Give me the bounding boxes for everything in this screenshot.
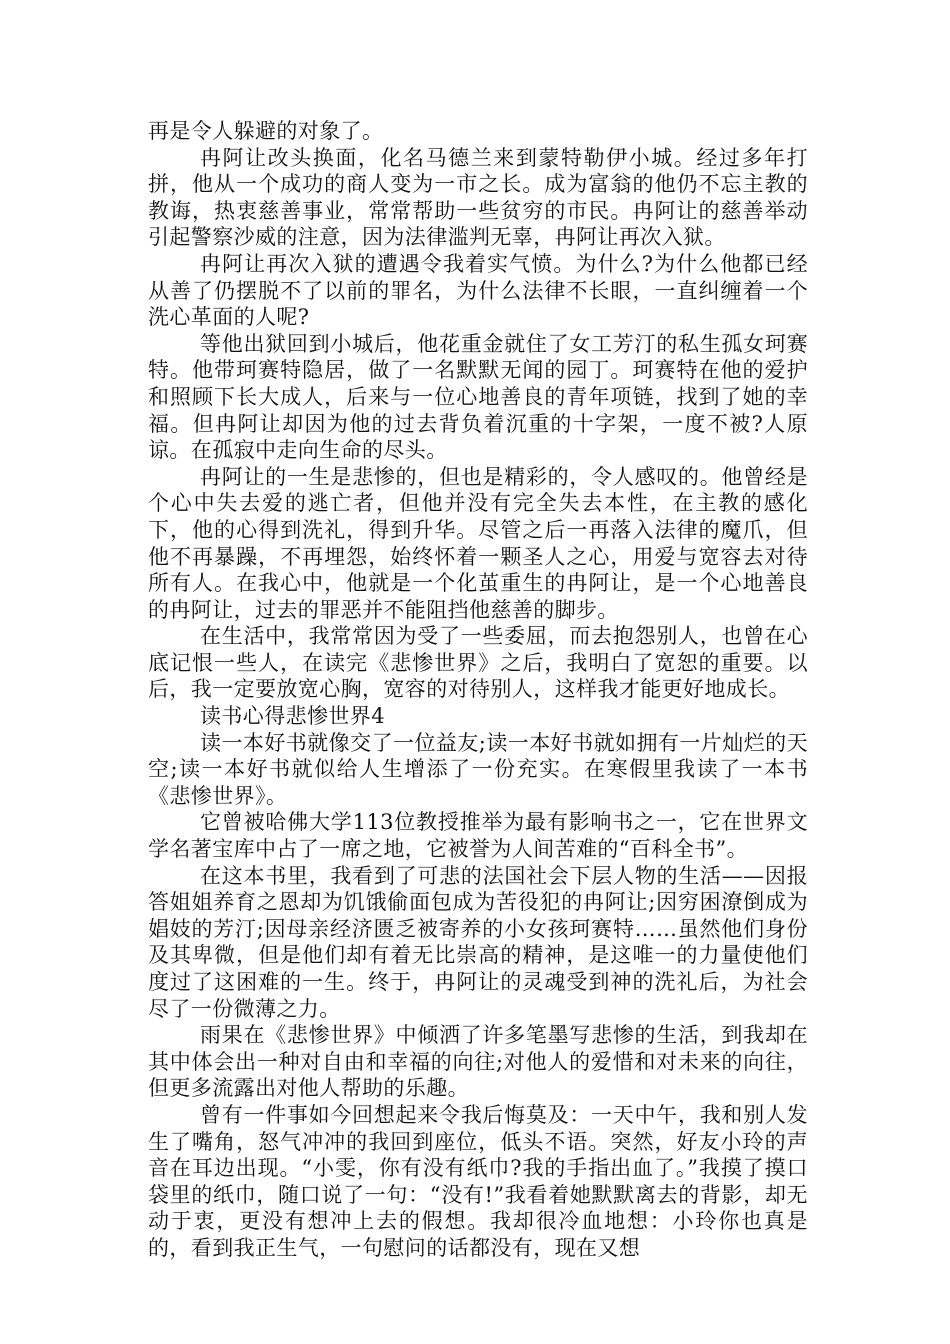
paragraph: 冉阿让改头换面，化名马德兰来到蒙特勒伊小城。经过多年打拼，他从一个成功的商人变为一市之长。成为富翁的他仍不忘主教的教诲，热衷慈善事业，常常帮助一些贫穷的市民。冉阿让的慈善举动引起警察沙威的注意，因为法律滥判无辜，冉阿让再次入狱。 <box>148 145 808 250</box>
paragraph: 雨果在《悲惨世界》中倾洒了许多笔墨写悲惨的生活，到我却在其中体会出一种对自由和幸福的向往;对他人的爱惜和对未来的向往，但更多流露出对他人帮助的乐趣。 <box>148 1023 808 1101</box>
paragraph: 它曾被哈佛大学113位教授推举为最有影响书之一，它在世界文学名著宝库中占了一席之地，它被誉为人间苦难的“百科全书”。 <box>148 810 808 862</box>
paragraph: 在这本书里，我看到了可悲的法国社会下层人物的生活——因报答姐姐养育之恩却为饥饿偷面包成为苦役犯的冉阿让;因穷困潦倒成为娼妓的芳汀;因母亲经济匮乏被寄养的小女孩珂赛特……虽然他们身份及其卑微，但是他们却有着无比崇高的精神，是这唯一的力量使他们度过了这困难的一生。终于，冉阿让的灵魂受到神的洗礼后，为社会尽了一份微薄之力。 <box>148 863 808 1021</box>
paragraph: 等他出狱回到小城后，他花重金就住了女工芳汀的私生孤女珂赛特。他带珂赛特隐居，做了一名默默无闻的园丁。珂赛特在他的爱护和照顾下长大成人，后来与一位心地善良的青年项链，找到了她的幸福。但冉阿让却因为他的过去背负着沉重的十字架，一度不被?人原谅。在孤寂中走向生命的尽头。 <box>148 331 808 463</box>
section-heading: 读书心得悲惨世界4 <box>200 704 385 729</box>
paragraph-continuation: 再是令人躲避的对象了。 <box>148 119 384 143</box>
paragraph: 在生活中，我常常因为受了一些委屈，而去抱怨别人，也曾在心底记恨一些人，在读完《悲惨世界》之后，我明白了宽恕的重要。以后，我一定要放宽心胸，宽容的对待别人，这样我才能更好地成长。 <box>148 624 808 702</box>
document-body <box>148 118 808 1262</box>
paragraph: 冉阿让再次入狱的遭遇令我着实气愤。为什么?为什么他都已经从善了仍摆脱不了以前的罪名，为什么法律不长眼，一直纠缠着一个洗心革面的人呢? <box>148 251 808 330</box>
paragraph: 曾有一件事如今回想起来令我后悔莫及：一天中午，我和别人发生了嘴角，怒气冲冲的我回到座位，低头不语。突然，好友小玲的声音在耳边出现。“小雯，你有没有纸巾?我的手指出血了。”我摸了摸口袋里的纸巾，随口说了一句：“没有!”我看着她默默离去的背影，却无动于衷，更没有想冲上去的假想。我却很冷血地想：小玲你也真是的，看到我正生气，一句慰问的话都没有，现在又想 <box>148 1102 808 1260</box>
paragraph: 读一本好书就像交了一位益友;读一本好书就如拥有一片灿烂的天空;读一本好书就似给人生增添了一份充实。在寒假里我读了一本书《悲惨世界》。 <box>148 730 808 808</box>
paragraph: 冉阿让的一生是悲惨的，但也是精彩的，令人感叹的。他曾经是个心中失去爱的逃亡者，但他并没有完全失去本性，在主教的感化下，他的心得到洗礼，得到升华。尽管之后一再落入法律的魔爪，但他不再暴躁，不再埋怨，始终怀着一颗圣人之心，用爱与宽容去对待所有人。在我心中，他就是一个化茧重生的冉阿让，是一个心地善良的冉阿让，过去的罪恶并不能阻挡他慈善的脚步。 <box>148 464 808 622</box>
